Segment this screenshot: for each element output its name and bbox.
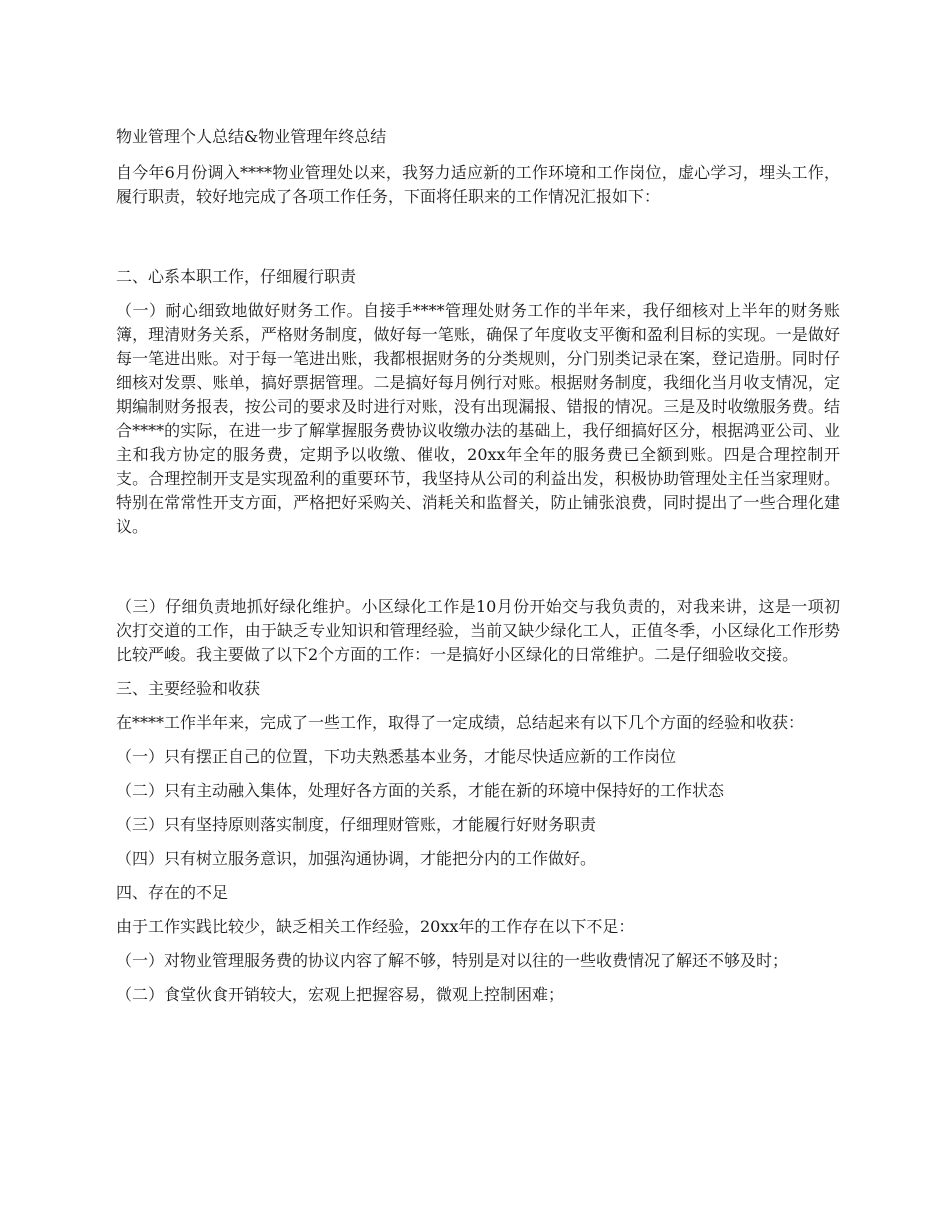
section-2-paragraph-3: （三）仔细负责地抓好绿化维护。小区绿化工作是10月份开始交与我负责的，对我来讲，这是一项初次打交道的工作，由于缺乏专业知识和管理经验，当前又缺少绿化工人，正值冬季，小区绿化工作形势比较严峻。我主要做了以下2个方面的工作：一是搞好小区绿化的日常维护。二是仔细验收交接。 xyxy=(116,597,840,664)
section-2-paragraph-1: （一）耐心细致地做好财务工作。自接手****管理处财务工作的半年来，我仔细核对上半年的财务账簿，理清财务关系，严格财务制度，做好每一笔账，确保了年度收支平衡和盈利目标的实现。一是做好每一笔进出账。对于每一笔进出账，我都根据财务的分类规则，分门别类记录在案，登记造册。同时仔细核对发票、账单，搞好票据管理。二是搞好每月例行对账。根据财务制度，我细化当月收支情况，定期编制财务报表，按公司的要求及时进行对账，没有出现漏报、错报的情况。三是及时收缴服务费。结合****的实际，在进一步了解掌握服务费协议收缴办法的基础上，我仔细搞好区分，根据鸿亚公司、业主和我方协定的服务费，定期予以收缴、催收，20xx年全年的服务费已全额到账。四是合理控制开支。合理控制开支是实现盈利的重要环节，我坚持从公司的利益出发，积极协助管理处主任当家理财。特别在常常性开支方面，严格把好采购关、消耗关和监督关，防止铺张浪费，同时提出了一些合理化建议。 xyxy=(116,301,840,536)
intro-paragraph: 自今年6月份调入****物业管理处以来，我努力适应新的工作环境和工作岗位，虚心学习，埋头工作，履行职责，较好地完成了各项工作任务，下面将任职来的工作情况汇报如下： xyxy=(116,163,840,206)
section-3-item-4: （四）只有树立服务意识，加强沟通协调，才能把分内的工作做好。 xyxy=(116,849,597,868)
section-3-intro: 在****工作半年来，完成了一些工作，取得了一定成绩，总结起来有以下几个方面的经验和收获： xyxy=(116,713,805,732)
section-3-item-2: （二）只有主动融入集体，处理好各方面的关系，才能在新的环境中保持好的工作状态 xyxy=(116,781,725,800)
section-4-item-1: （一）对物业管理服务费的协议内容了解不够，特别是对以往的一些收费情况了解还不够及时； xyxy=(116,951,789,970)
section-3-item-1: （一）只有摆正自己的位置，下功夫熟悉基本业务，才能尽快适应新的工作岗位 xyxy=(116,747,677,766)
section-2-heading: 二、心系本职工作，仔细履行职责 xyxy=(116,267,357,286)
section-3-heading: 三、主要经验和收获 xyxy=(116,679,261,698)
document-title: 物业管理个人总结&物业管理年终总结 xyxy=(116,127,387,146)
document-page xyxy=(116,125,840,1017)
section-4-item-2: （二）食堂伙食开销较大，宏观上把握容易，微观上控制困难； xyxy=(116,985,565,1004)
section-4-intro: 由于工作实践比较少，缺乏相关工作经验，20xx年的工作存在以下不足： xyxy=(116,917,635,936)
section-4-heading: 四、存在的不足 xyxy=(116,883,229,902)
section-3-item-3: （三）只有坚持原则落实制度，仔细理财管账，才能履行好财务职责 xyxy=(116,815,597,834)
